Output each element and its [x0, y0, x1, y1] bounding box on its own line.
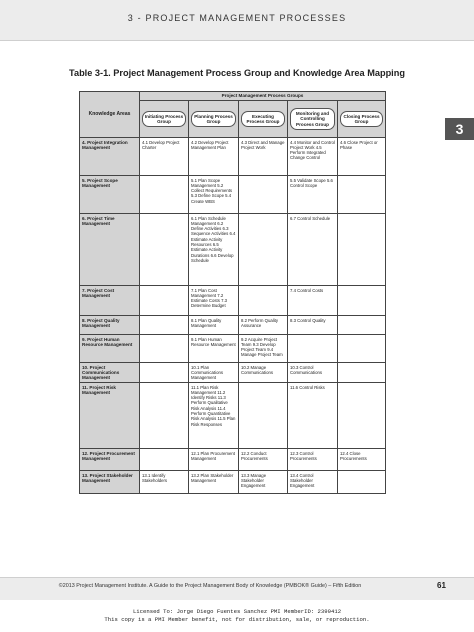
process-cell: 4.3 Direct and Manage Project Work	[239, 138, 288, 176]
process-cell	[140, 214, 189, 286]
knowledge-area-cell: 8. Project Quality Management	[80, 316, 140, 335]
phase-header-cell	[140, 101, 189, 138]
table-row	[80, 335, 386, 363]
table-body	[80, 138, 386, 494]
process-cell: 4.4 Monitor and Control Project Work 4.5 Perform Integrated Change Control	[288, 138, 338, 176]
table-row	[80, 286, 386, 316]
knowledge-area-cell: 7. Project Cost Management	[80, 286, 140, 316]
process-groups-header: Project Management Process Groups	[140, 92, 386, 101]
process-cell: 8.1 Plan Quality Management	[189, 316, 239, 335]
process-cell: 13.4 Control Stakeholder Engagement	[288, 471, 338, 494]
process-cell: 11.1 Plan Risk Management 11.2 Identify Risks 11.3 Perform Qualitative Risk Analysis 11.4 Perform Quantitative Risk Analysis 11.5 Plan Risk Responses	[189, 383, 239, 449]
process-cell: 11.6 Control Risks	[288, 383, 338, 449]
process-cell	[338, 176, 386, 214]
process-cell: 10.1 Plan Communications Management	[189, 363, 239, 383]
process-cell: 13.3 Manage Stakeholder Engagement	[239, 471, 288, 494]
process-cell: 12.3 Control Procurements	[288, 449, 338, 471]
table-row	[80, 138, 386, 176]
phase-header-cell	[239, 101, 288, 138]
process-cell	[140, 176, 189, 214]
process-cell	[140, 449, 189, 471]
process-cell: 12.2 Conduct Procurements	[239, 449, 288, 471]
footer-bar	[0, 578, 474, 600]
process-cell	[239, 176, 288, 214]
process-cell: 7.1 Plan Cost Management 7.2 Estimate Costs 7.3 Determine Budget	[189, 286, 239, 316]
table-row	[80, 316, 386, 335]
process-cell: 4.1 Develop Project Charter	[140, 138, 189, 176]
phase-header-cell	[338, 101, 386, 138]
knowledge-area-cell: 5. Project Scope Management	[80, 176, 140, 214]
phase-label: Closing Process Group	[340, 111, 383, 128]
table-row	[80, 214, 386, 286]
process-cell	[239, 383, 288, 449]
process-cell	[140, 335, 189, 363]
knowledge-areas-header: Knowledge Areas	[80, 92, 140, 138]
process-cell: 6.7 Control Schedule	[288, 214, 338, 286]
process-cell: 4.2 Develop Project Management Plan	[189, 138, 239, 176]
table-row	[80, 363, 386, 383]
process-cell: 9.2 Acquire Project Team 9.3 Develop Project Team 9.4 Manage Project Team	[239, 335, 288, 363]
process-mapping-table	[79, 91, 386, 494]
process-cell	[338, 363, 386, 383]
knowledge-area-cell: 6. Project Time Management	[80, 214, 140, 286]
knowledge-area-cell: 9. Project Human Resource Management	[80, 335, 140, 363]
process-cell: 8.3 Control Quality	[288, 316, 338, 335]
license-line-1: Licensed To: Jorge Diego Fuentes Sanchez PMI MemberID: 2399412	[132, 608, 342, 615]
table-row	[80, 176, 386, 214]
process-cell: 5.1 Plan Scope Management 5.2 Collect Requirements 5.3 Define Scope 5.4 Create WBS	[189, 176, 239, 214]
process-cell	[239, 286, 288, 316]
process-cell	[338, 383, 386, 449]
process-cell	[288, 335, 338, 363]
process-cell: 8.2 Perform Quality Assurance	[239, 316, 288, 335]
header-bar	[0, 0, 474, 40]
phase-header-cell	[288, 101, 338, 138]
process-cell	[338, 214, 386, 286]
footer-citation: ©2013 Project Management Institute. A Guide to the Project Management Body of Knowledge (PMBOK® Guide) – Fifth Edition	[58, 583, 362, 589]
phase-header-cell	[189, 101, 239, 138]
process-cell: 13.2 Plan Stakeholder Management	[189, 471, 239, 494]
process-cell: 10.2 Manage Communications	[239, 363, 288, 383]
process-cell: 12.1 Plan Procurement Management	[189, 449, 239, 471]
knowledge-area-cell: 13. Project Stakeholder Management	[80, 471, 140, 494]
header-divider	[0, 40, 474, 41]
table-row	[80, 449, 386, 471]
process-cell	[140, 316, 189, 335]
process-cell: 12.4 Close Procurements	[338, 449, 386, 471]
process-cell: 10.3 Control Communications	[288, 363, 338, 383]
process-cell: 7.4 Control Costs	[288, 286, 338, 316]
phase-label: Planning Process Group	[191, 111, 236, 128]
table-row	[80, 471, 386, 494]
knowledge-area-cell: 4. Project Integration Management	[80, 138, 140, 176]
knowledge-area-cell: 11. Project Risk Management	[80, 383, 140, 449]
page-number: 61	[437, 581, 446, 590]
process-cell	[140, 286, 189, 316]
license-line-2: This copy is a PMI Member benefit, not for distribution, sale, or reproduction.	[104, 616, 370, 623]
process-cell: 9.1 Plan Human Resource Management	[189, 335, 239, 363]
process-cell	[338, 286, 386, 316]
process-cell: 4.6 Close Project or Phase	[338, 138, 386, 176]
process-cell: 6.1 Plan Schedule Management 6.2 Define Activities 6.3 Sequence Activities 6.4 Estimate Activity Resources 6.5 Estimate Activity Durations 6.6 Develop Schedule	[189, 214, 239, 286]
process-cell	[338, 335, 386, 363]
process-cell: 13.1 Identify Stakeholders	[140, 471, 189, 494]
table-title: Table 3-1. Project Management Process Group and Knowledge Area Mapping	[69, 68, 405, 78]
process-cell	[140, 363, 189, 383]
phase-label: Monitoring and Controlling Process Group	[290, 108, 335, 130]
process-cell	[338, 316, 386, 335]
process-cell	[338, 471, 386, 494]
table-row	[80, 383, 386, 449]
chapter-tab: 3	[445, 118, 474, 140]
process-cell	[239, 214, 288, 286]
phase-label: Executing Process Group	[241, 111, 285, 128]
knowledge-area-cell: 10. Project Communications Management	[80, 363, 140, 383]
process-cell: 5.5 Validate Scope 5.6 Control Scope	[288, 176, 338, 214]
mapping-table-wrapper	[79, 91, 385, 494]
process-cell	[140, 383, 189, 449]
phase-label: Initiating Process Group	[142, 111, 186, 128]
knowledge-area-cell: 12. Project Procurement Management	[80, 449, 140, 471]
section-header: 3 - PROJECT MANAGEMENT PROCESSES	[127, 13, 347, 23]
